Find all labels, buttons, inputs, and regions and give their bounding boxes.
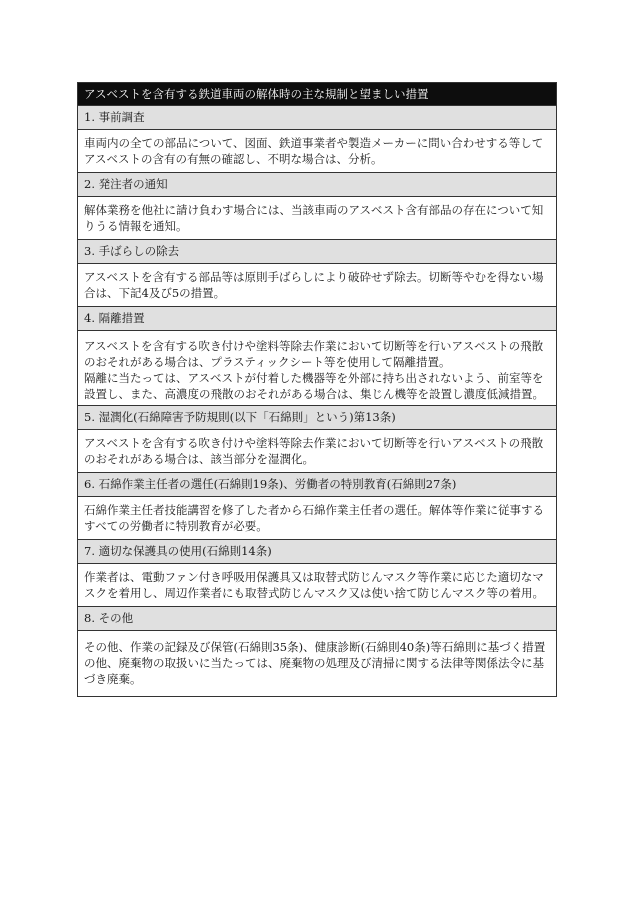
section-wetting: [78, 405, 556, 472]
section-text: 車両内の全ての部品について、図面、鉄道事業者や製造メーカーに問い合わせする等してアスベストの含有の有無の確認し、不明な場合は、分析。: [84, 136, 544, 166]
section-heading: 6. 石綿作業主任者の選任(石綿則19条)、労働者の特別教育(石綿則27条): [78, 473, 556, 497]
section-isolation: [78, 306, 556, 405]
table-title: アスベストを含有する鉄道車両の解体時の主な規制と望ましい措置: [78, 83, 556, 105]
section-preliminary-survey: [78, 105, 556, 172]
section-body: [78, 197, 556, 239]
section-body: [78, 631, 556, 696]
section-heading: 1. 事前調査: [78, 106, 556, 130]
section-text: アスベストを含有する吹き付けや塗料等除去作業において切断等を行いアスベストの飛散のおそれがある場合は、該当部分を湿潤化。: [84, 436, 544, 466]
section-body: [78, 331, 556, 405]
section-body: [78, 264, 556, 306]
section-protective-equipment: [78, 539, 556, 606]
section-client-notification: [78, 172, 556, 239]
section-heading: 3. 手ばらしの除去: [78, 240, 556, 264]
section-manual-removal: [78, 239, 556, 306]
section-supervisor-training: [78, 472, 556, 539]
section-text: その他、作業の記録及び保管(石綿則35条)、健康診断(石綿則40条)等石綿則に基づく措置の他、廃棄物の取扱いに当たっては、廃棄物の処理及び清掃に関する法律等関係法令に基づき廃棄。: [84, 640, 546, 686]
section-text: 作業者は、電動ファン付き呼吸用保護具又は取替式防じんマスク等作業に応じた適切なマスクを着用し、周辺作業者にも取替式防じんマスク又は使い捨て防じんマスク等の着用。: [84, 570, 544, 600]
section-body: [78, 564, 556, 606]
section-body: [78, 130, 556, 172]
section-heading: 4. 隔離措置: [78, 307, 556, 331]
section-heading: 8. その他: [78, 607, 556, 631]
section-text: アスベストを含有する吹き付けや塗料等除去作業において切断等を行いアスベストの飛散のおそれがある場合は、プラスティックシート等を使用して隔離措置。: [84, 339, 544, 369]
section-heading: 5. 湿潤化(石綿障害予防規則(以下「石綿則」という)第13条): [78, 406, 556, 430]
section-text: アスベストを含有する部品等は原則手ばらしにより破砕せず除去。切断等やむを得ない場合は、下記4及び5の措置。: [84, 270, 544, 300]
regulation-table: [77, 82, 557, 697]
section-heading: 7. 適切な保護具の使用(石綿則14条): [78, 540, 556, 564]
section-other: [78, 606, 556, 696]
section-text: 石綿作業主任者技能講習を修了した者から石綿作業主任者の選任。解体等作業に従事するすべての労働者に特別教育が必要。: [84, 503, 544, 533]
section-text: 隔離に当たっては、アスベストが付着した機器等を外部に持ち出されないよう、前室等を設置し、また、高濃度の飛散のおそれがある場合は、集じん機等を設置し濃度低減措置。: [84, 371, 544, 401]
section-heading: 2. 発注者の通知: [78, 173, 556, 197]
section-body: [78, 430, 556, 472]
section-text: 解体業務を他社に請け負わす場合には、当該車両のアスベスト含有部品の存在について知りうる情報を通知。: [84, 203, 544, 233]
section-body: [78, 497, 556, 539]
